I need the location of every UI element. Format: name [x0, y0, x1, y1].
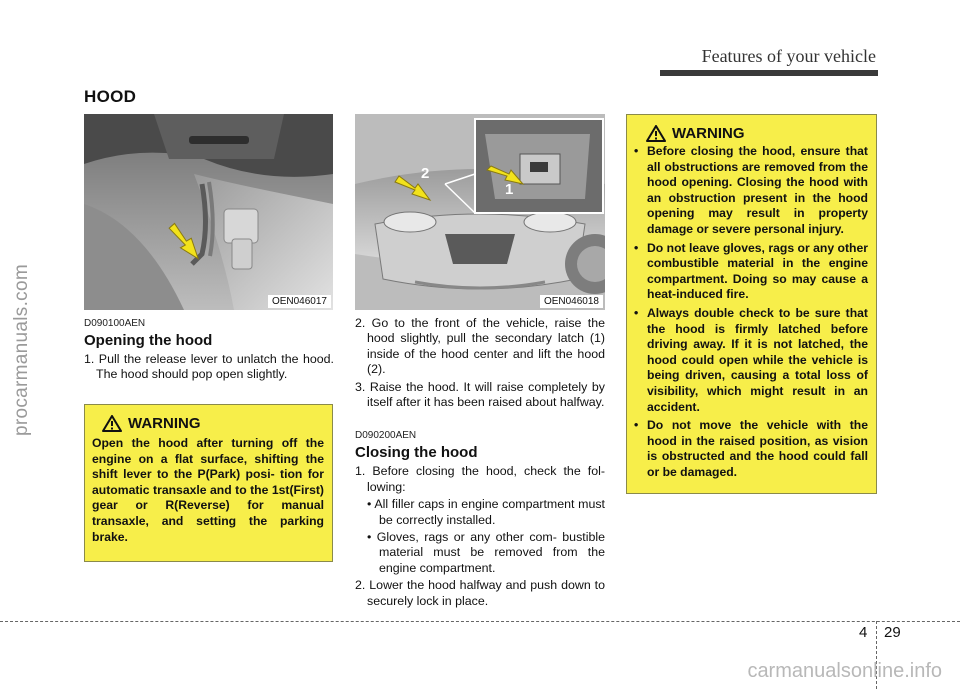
side-watermark	[2, 110, 42, 590]
header-title: Features of your vehicle	[701, 46, 876, 66]
photo-code-left: OEN046017	[268, 295, 331, 308]
warning-small-header	[102, 415, 324, 432]
closing-bullet-2: • Gloves, rags or any other com- bustible material must be removed from the engine compartment.	[367, 530, 605, 575]
closing-step-1: 1. Before closing the hood, check the fol- lowing:	[355, 464, 605, 494]
warning-large-item-text: Do not move the vehicle with the hood in the raised position, as vision is obstructed and the hood could fall or be damaged.	[647, 418, 868, 479]
warning-large-item: • Before closing the hood, ensure that all obstructions are removed from the hood opening. Closing the hood with an obstruction present in the hood opening may result in property damage or severe personal injury.	[634, 144, 868, 236]
page-chapter: 4	[859, 624, 868, 641]
release-lever-illustration	[84, 114, 333, 310]
warning-small-title: WARNING	[128, 415, 201, 432]
callout-2-label: 2	[421, 165, 430, 182]
opening-step-3: 3. Raise the hood. It will raise completely by itself after it has been raised about halfway.	[355, 379, 605, 410]
front-vehicle-illustration	[355, 114, 605, 310]
opening-code: D090100AEN	[84, 318, 146, 329]
closing-code: D090200AEN	[355, 430, 417, 442]
page-number: 29	[884, 624, 901, 641]
closing-bullet-1: • All filler caps in engine compartment must be correctly installed.	[367, 497, 605, 527]
closing-step-2: 2. Lower the hood halfway and push down to securely lock in place.	[355, 578, 605, 608]
warning-large-item: • Do not move the vehicle with the hood in the raised position, as vision is obstructed and the hood could fall or be damaged.	[634, 418, 868, 479]
photo-release-lever	[84, 114, 333, 310]
opening-step-2: 2. Go to the front of the vehicle, raise the hood slightly, pull the secondary latch (1) inside of the hood center and lift the hood (2).	[355, 316, 605, 377]
warning-large-title: WARNING	[672, 125, 745, 142]
callout-1-label: 1	[505, 181, 514, 198]
opening-section	[84, 318, 334, 383]
warning-large-item-text: Before closing the hood, ensure that all obstructions are removed from the hood opening. Closing the hood with an obstruction present in the hood opening may result in property damage or severe personal injury.	[647, 144, 868, 236]
warning-large-item: • Always double check to be sure that the hood is firmly latched before driving away. If it is not latched, the hood could open while the vehicle is being driven, causing a total loss of visibility, which might result in an accident.	[634, 305, 868, 414]
footer-divider	[0, 621, 960, 622]
warning-box-small	[84, 404, 333, 562]
warning-large-item-text: Always double check to be sure that the hood is firmly latched before driving away. If it is not latched, the hood could open while the vehicle is being driven, causing a total loss of visibility, which might result in an accident.	[647, 305, 868, 414]
side-watermark-text: procarmanuals.com	[11, 264, 33, 436]
bottom-watermark: carmanualsonline.info	[747, 660, 942, 682]
opening-heading: Opening the hood	[84, 332, 213, 349]
warning-triangle-icon	[646, 125, 666, 142]
section-title: HOOD	[84, 87, 137, 106]
warning-small-text: Open the hood after turning off the engine on a flat surface, shifting the shift lever to the P(Park) posi- tion for automatic transaxle and to the 1st(First) gear or R(Reverse) for manual transaxle, and setting the parking brake.	[92, 436, 324, 544]
warning-large-list	[634, 144, 868, 480]
warning-box-large	[626, 114, 877, 494]
warning-large-header	[646, 125, 868, 142]
header-bar	[660, 70, 878, 76]
column-middle	[355, 316, 605, 609]
photo-code-right: OEN046018	[540, 295, 603, 308]
opening-step-1: 1. Pull the release lever to unlatch the hood. The hood should pop open slightly.	[84, 352, 334, 382]
photo-front-vehicle	[355, 114, 605, 310]
warning-triangle-icon	[102, 415, 122, 432]
warning-large-item-text: Do not leave gloves, rags or any other combustible material in the engine compartment. Doing so may cause a heat-induced fire.	[647, 240, 868, 302]
warning-large-item: • Do not leave gloves, rags or any other combustible material in the engine compartment. Doing so may cause a heat-induced fire.	[634, 240, 868, 302]
closing-heading: Closing the hood	[355, 444, 478, 462]
